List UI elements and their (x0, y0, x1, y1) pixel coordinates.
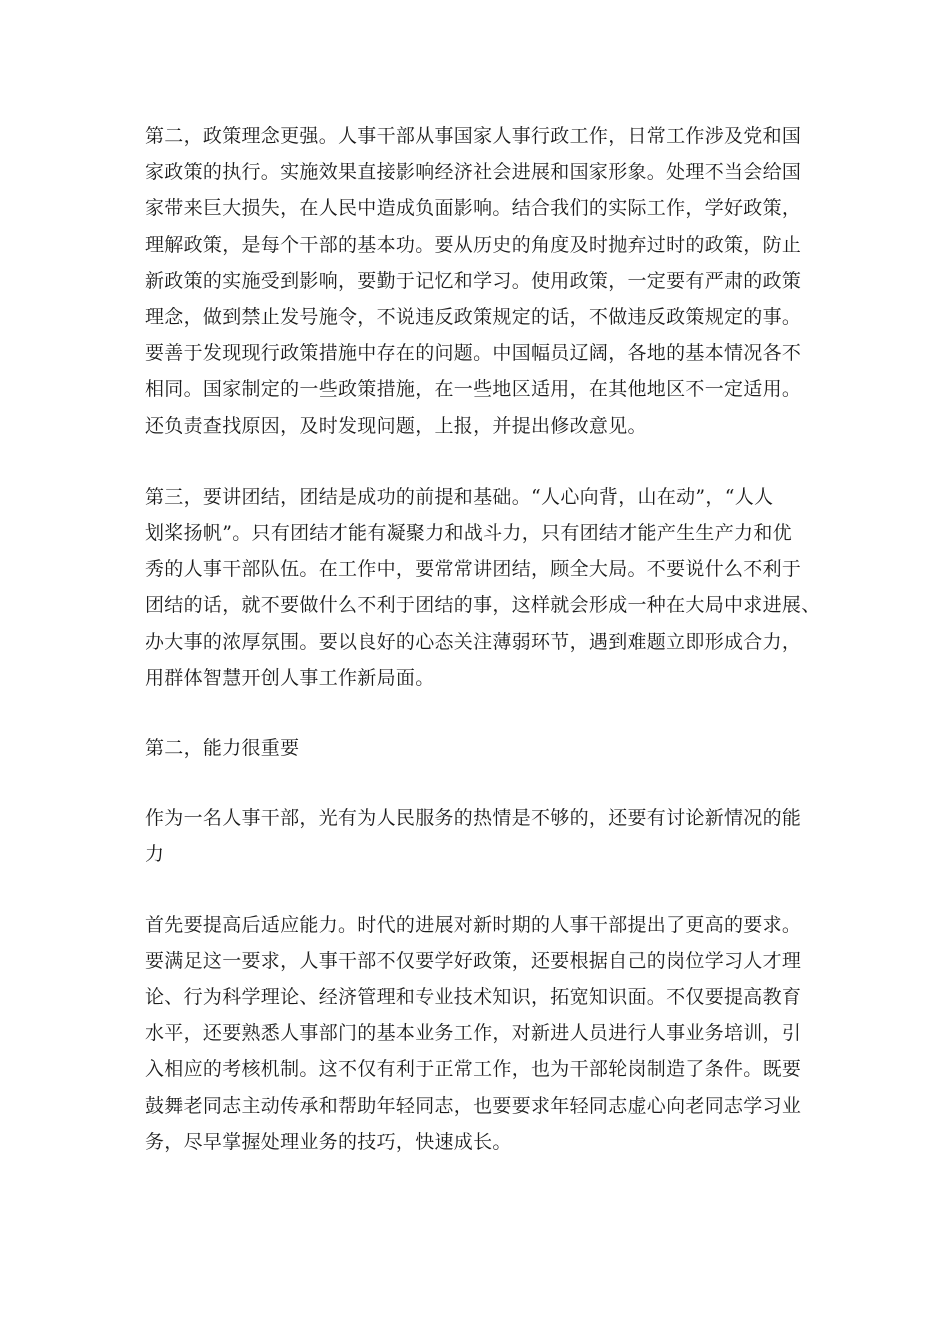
paragraph-policy-concept (145, 118, 810, 444)
text-line: 论、行为科学理论、经济管理和专业技术知识，拓宽知识面。不仅要提高教育 (145, 986, 802, 1009)
text-line: 理念，做到禁止发号施令，不说违反政策规定的话，不做违反政策规定的事。 (145, 306, 802, 329)
text-line: 第二，政策理念更强。人事干部从事国家人事行政工作，日常工作涉及党和国 (145, 125, 802, 147)
text-line: 要满足这一要求，人事干部不仅要学好政策，还要根据自己的岗位学习人才理 (145, 949, 802, 972)
text-line: 力 (145, 843, 165, 866)
text-line: 作为一名人事干部，光有为人民服务的热情是不够的，还要有讨论新情况的能 (145, 807, 802, 830)
text-line: 团结的话，就不要做什么不利于团结的事，这样就会形成一种在大局中求进展、 (145, 594, 821, 617)
text-line: 鼓舞老同志主动传承和帮助年轻同志，也要要求年轻同志虚心向老同志学习业 (145, 1094, 802, 1117)
text-line: 用群体智慧开创人事工作新局面。 (145, 666, 435, 689)
document-page (145, 118, 821, 1160)
paragraph-ability-intro (145, 800, 810, 872)
paragraph-adaptability (145, 907, 810, 1160)
text-line: 务，尽早掌握处理业务的技巧，快速成长。 (145, 1130, 512, 1153)
text-line: 入相应的考核机制。这不仅有利于正常工作，也为干部轮岗制造了条件。既要 (145, 1058, 802, 1081)
text-line: 划桨扬帆”。只有团结才能有凝聚力和战斗力，只有团结才能产生生产力和优 (145, 522, 792, 545)
text-line: 理解政策，是每个干部的基本功。要从历史的角度及时抛弃过时的政策，防止 (145, 233, 802, 256)
heading-line: 第二，能力很重要 (145, 737, 300, 760)
text-line: 家政策的执行。实施效果直接影响经济社会进展和国家形象。处理不当会给国 (145, 161, 802, 184)
text-line: 水平，还要熟悉人事部门的基本业务工作，对新进人员进行人事业务培训，引 (145, 1022, 802, 1045)
section-heading (145, 730, 810, 766)
text-line: 首先要提高后适应能力。时代的进展对新时期的人事干部提出了更高的要求。 (145, 913, 802, 936)
text-line: 还负责查找原因，及时发现问题，上报，并提出修改意见。 (145, 414, 647, 437)
text-line: 新政策的实施受到影响，要勤于记忆和学习。使用政策，一定要有严肃的政策 (145, 269, 802, 292)
text-line: 家带来巨大损失，在人民中造成负面影响。结合我们的实际工作，学好政策， (145, 197, 802, 220)
paragraph-unity (145, 479, 821, 696)
text-line: 第三，要讲团结，团结是成功的前提和基础。“人心向背，山在动”，“人人 (145, 485, 774, 508)
text-line: 秀的人事干部队伍。在工作中，要常常讲团结，顾全大局。不要说什么不利于 (145, 558, 802, 581)
text-line: 相同。国家制定的一些政策措施，在一些地区适用，在其他地区不一定适用。 (145, 378, 802, 401)
text-line: 办大事的浓厚氛围。要以良好的心态关注薄弱环节，遇到难题立即形成合力， (145, 630, 802, 653)
text-line: 要善于发现现行政策措施中存在的问题。中国幅员辽阔，各地的基本情况各不 (145, 342, 802, 365)
